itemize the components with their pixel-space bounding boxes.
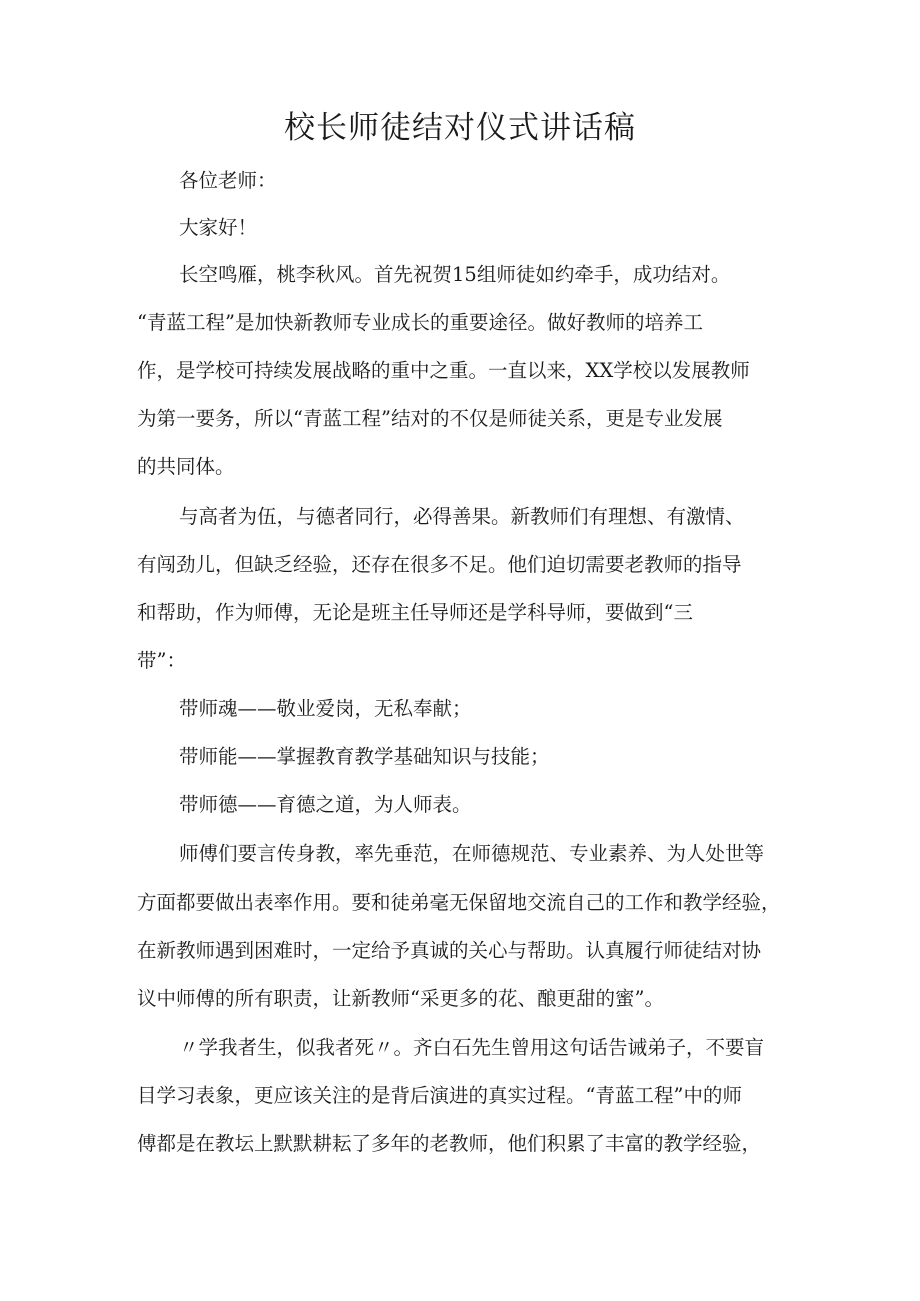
paragraph-line: 有闯劲儿，但缺乏经验，还存在很多不足。他们迫切需要老教师的指导	[137, 553, 742, 576]
paragraph-line: 为第一要务，所以“青蓝工程”结对的不仅是师徒关系，更是专业发展	[137, 407, 723, 430]
paragraph-line: 长空鸣雁，桃李秋风。首先祝贺15组师徒如约牵手，成功结对。	[179, 263, 731, 286]
paragraph-line: 议中师傅的所有职责，让新教师“采更多的花、酿更甜的蜜”。	[137, 987, 664, 1010]
paragraph-line: 带”：	[137, 649, 186, 672]
paragraph-line: 的共同体。	[137, 455, 235, 478]
greeting-line: 大家好！	[179, 216, 258, 239]
paragraph-line: 方面都要做出表率作用。要和徒弟毫无保留地交流自己的工作和教学经验，	[137, 891, 781, 914]
paragraph-line: 和帮助，作为师傅，无论是班主任导师还是学科导师，要做到“三	[137, 601, 693, 624]
list-item: 带师能——掌握教育教学基础知识与技能；	[179, 745, 550, 768]
paragraph-line: “青蓝工程”是加快新教师专业成长的重要途径。做好教师的培养工	[137, 311, 703, 334]
paragraph-line: 与高者为伍，与德者同行，必得善果。新教师们有理想、有激情、	[179, 505, 745, 528]
paragraph-line: 傅都是在教坛上默默耕耘了多年的老教师，他们积累了丰富的教学经验，	[137, 1132, 762, 1155]
paragraph-line: 〃学我者生，似我者死〃。齐白石先生曾用这句话告诫弟子，不要盲	[179, 1036, 765, 1059]
paragraph-line: 作，是学校可持续发展战略的重中之重。一直以来，XX学校以发展教师	[137, 359, 750, 382]
list-item: 带师德——育德之道，为人师表。	[179, 793, 472, 816]
list-item: 带师魂——敬业爱岗，无私奉献；	[179, 697, 472, 720]
paragraph-line: 师傅们要言传身教，率先垂范，在师德规范、专业素养、为人处世等	[179, 842, 765, 865]
paragraph-line: 在新教师遇到困难时，一定给予真诚的关心与帮助。认真履行师徒结对协	[137, 939, 762, 962]
salutation-line: 各位老师：	[179, 169, 277, 192]
paragraph-line: 目学习表象，更应该关注的是背后演进的真实过程。“青蓝工程”中的师	[137, 1084, 742, 1107]
document-title: 校长师徒结对仪式讲话稿	[284, 110, 636, 146]
